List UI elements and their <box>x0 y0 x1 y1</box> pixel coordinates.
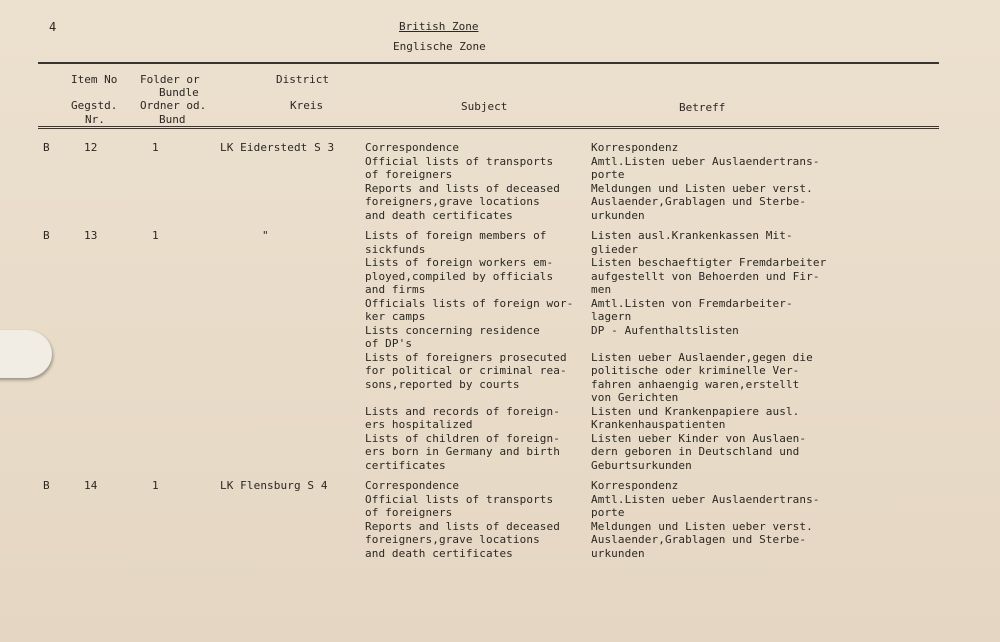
subject-line: Lists of foreign workers em- <box>365 256 554 269</box>
betreff-line: dern geboren in Deutschland und <box>591 445 800 458</box>
header-betreff: Betreff <box>679 101 726 114</box>
subject-line-blank <box>365 391 573 405</box>
betreff-line: Amtl.Listen ueber Auslaendertrans- <box>591 154 820 168</box>
betreff-line: Korrespondenz <box>591 141 679 154</box>
subject-line: of DP's <box>365 337 413 350</box>
page-subtitle: Englische Zone <box>393 40 486 53</box>
subject-line: Reports and lists of deceased <box>365 181 560 195</box>
subject-line: of foreigners <box>365 506 453 519</box>
betreff-line: Korrespondenz <box>591 479 679 492</box>
header-subject: Subject <box>461 100 508 113</box>
betreff-line: Auslaender,Grablagen und Sterbe- <box>591 533 807 546</box>
subject-line: Lists of foreigners prosecuted <box>365 350 567 364</box>
betreff-line: Amtl.Listen von Fremdarbeiter- <box>591 296 793 310</box>
betreff-line: von Gerichten <box>591 391 679 404</box>
subject-line: Lists of foreign members of <box>365 229 547 242</box>
page-tab-marker <box>0 330 52 378</box>
subject-line: and firms <box>365 283 426 296</box>
row-folder: 1 <box>152 229 159 242</box>
row-betreff <box>591 229 826 472</box>
subject-line: foreigners,grave locations <box>365 533 540 546</box>
betreff-line: Listen ausl.Krankenkassen Mit- <box>591 229 793 242</box>
row-item-no: 12 <box>84 141 98 154</box>
subject-line: for political or criminal rea- <box>365 364 567 377</box>
header-folder-or: Folder or <box>140 73 200 86</box>
subject-line: sickfunds <box>365 242 426 256</box>
header-bundle: Bundle <box>159 86 199 99</box>
page-title: British Zone <box>399 20 479 33</box>
row-letter: B <box>43 141 50 154</box>
subject-line: Reports and lists of deceased <box>365 519 560 533</box>
subject-line: ers hospitalized <box>365 418 473 431</box>
betreff-line: Listen und Krankenpapiere ausl. <box>591 404 800 418</box>
betreff-line: fahren anhaengig waren,erstellt <box>591 377 800 391</box>
subject-line: Lists and records of foreign- <box>365 404 560 418</box>
row-district: LK Eiderstedt S 3 <box>220 141 335 154</box>
row-folder: 1 <box>152 479 159 492</box>
row-subject <box>365 229 573 472</box>
subject-line: Official lists of transports <box>365 492 554 506</box>
header-top-rule <box>38 62 939 64</box>
betreff-line: urkunden <box>591 546 645 560</box>
row-betreff <box>591 479 820 560</box>
header-district: District <box>276 73 329 86</box>
betreff-line: Meldungen und Listen ueber verst. <box>591 519 813 533</box>
betreff-line: Krankenhauspatienten <box>591 418 726 431</box>
row-betreff <box>591 141 820 222</box>
header-rule-lower <box>38 128 939 129</box>
betreff-line: Auslaender,Grablagen und Sterbe- <box>591 195 807 208</box>
header-ordner: Ordner od. <box>140 99 207 112</box>
subject-line: Lists concerning residence <box>365 323 540 337</box>
row-subject <box>365 479 560 560</box>
row-folder: 1 <box>152 141 159 154</box>
header-rule-upper <box>38 126 939 127</box>
betreff-line: lagern <box>591 310 632 323</box>
betreff-line: Geburtsurkunden <box>591 458 692 472</box>
subject-line: Official lists of transports <box>365 154 554 168</box>
betreff-line: glieder <box>591 242 639 256</box>
row-district: LK Flensburg S 4 <box>220 479 328 492</box>
subject-line: sons,reported by courts <box>365 377 520 391</box>
betreff-line: Listen ueber Auslaender,gegen die <box>591 350 813 364</box>
betreff-line: Listen ueber Kinder von Auslaen- <box>591 431 807 445</box>
betreff-line: Amtl.Listen ueber Auslaendertrans- <box>591 492 820 506</box>
row-item-no: 13 <box>84 229 98 242</box>
subject-line: of foreigners <box>365 168 453 181</box>
betreff-line-blank <box>591 337 826 351</box>
header-bund: Bund <box>159 113 186 126</box>
row-item-no: 14 <box>84 479 98 492</box>
subject-line: Correspondence <box>365 141 460 154</box>
header-kreis: Kreis <box>290 99 324 112</box>
header-nr: Nr. <box>85 113 105 126</box>
subject-line: certificates <box>365 458 446 472</box>
subject-line: and death certificates <box>365 546 513 560</box>
betreff-line: porte <box>591 506 625 519</box>
row-letter: B <box>43 229 50 242</box>
betreff-line: Listen beschaeftigter Fremdarbeiter <box>591 256 827 269</box>
row-subject <box>365 141 560 222</box>
subject-line: Lists of children of foreign- <box>365 431 560 445</box>
betreff-line: politische oder kriminelle Ver- <box>591 364 800 377</box>
betreff-line: urkunden <box>591 208 645 222</box>
betreff-line: porte <box>591 168 625 181</box>
subject-line: Officials lists of foreign wor- <box>365 296 574 310</box>
subject-line: and death certificates <box>365 208 513 222</box>
subject-line: ers born in Germany and birth <box>365 445 560 458</box>
betreff-line: men <box>591 283 612 296</box>
row-district-ditto: " <box>262 229 269 242</box>
header-gegstd: Gegstd. <box>71 99 118 112</box>
page-number: 4 <box>49 20 57 34</box>
betreff-line: DP - Aufenthaltslisten <box>591 323 739 337</box>
betreff-line: Meldungen und Listen ueber verst. <box>591 181 813 195</box>
header-item-no: Item No <box>71 73 118 86</box>
subject-line: ployed,compiled by officials <box>365 269 554 283</box>
subject-line: Correspondence <box>365 479 460 492</box>
betreff-line: aufgestellt von Behoerden und Fir- <box>591 269 820 283</box>
row-letter: B <box>43 479 50 492</box>
subject-line: foreigners,grave locations <box>365 195 540 208</box>
subject-line: ker camps <box>365 310 426 323</box>
